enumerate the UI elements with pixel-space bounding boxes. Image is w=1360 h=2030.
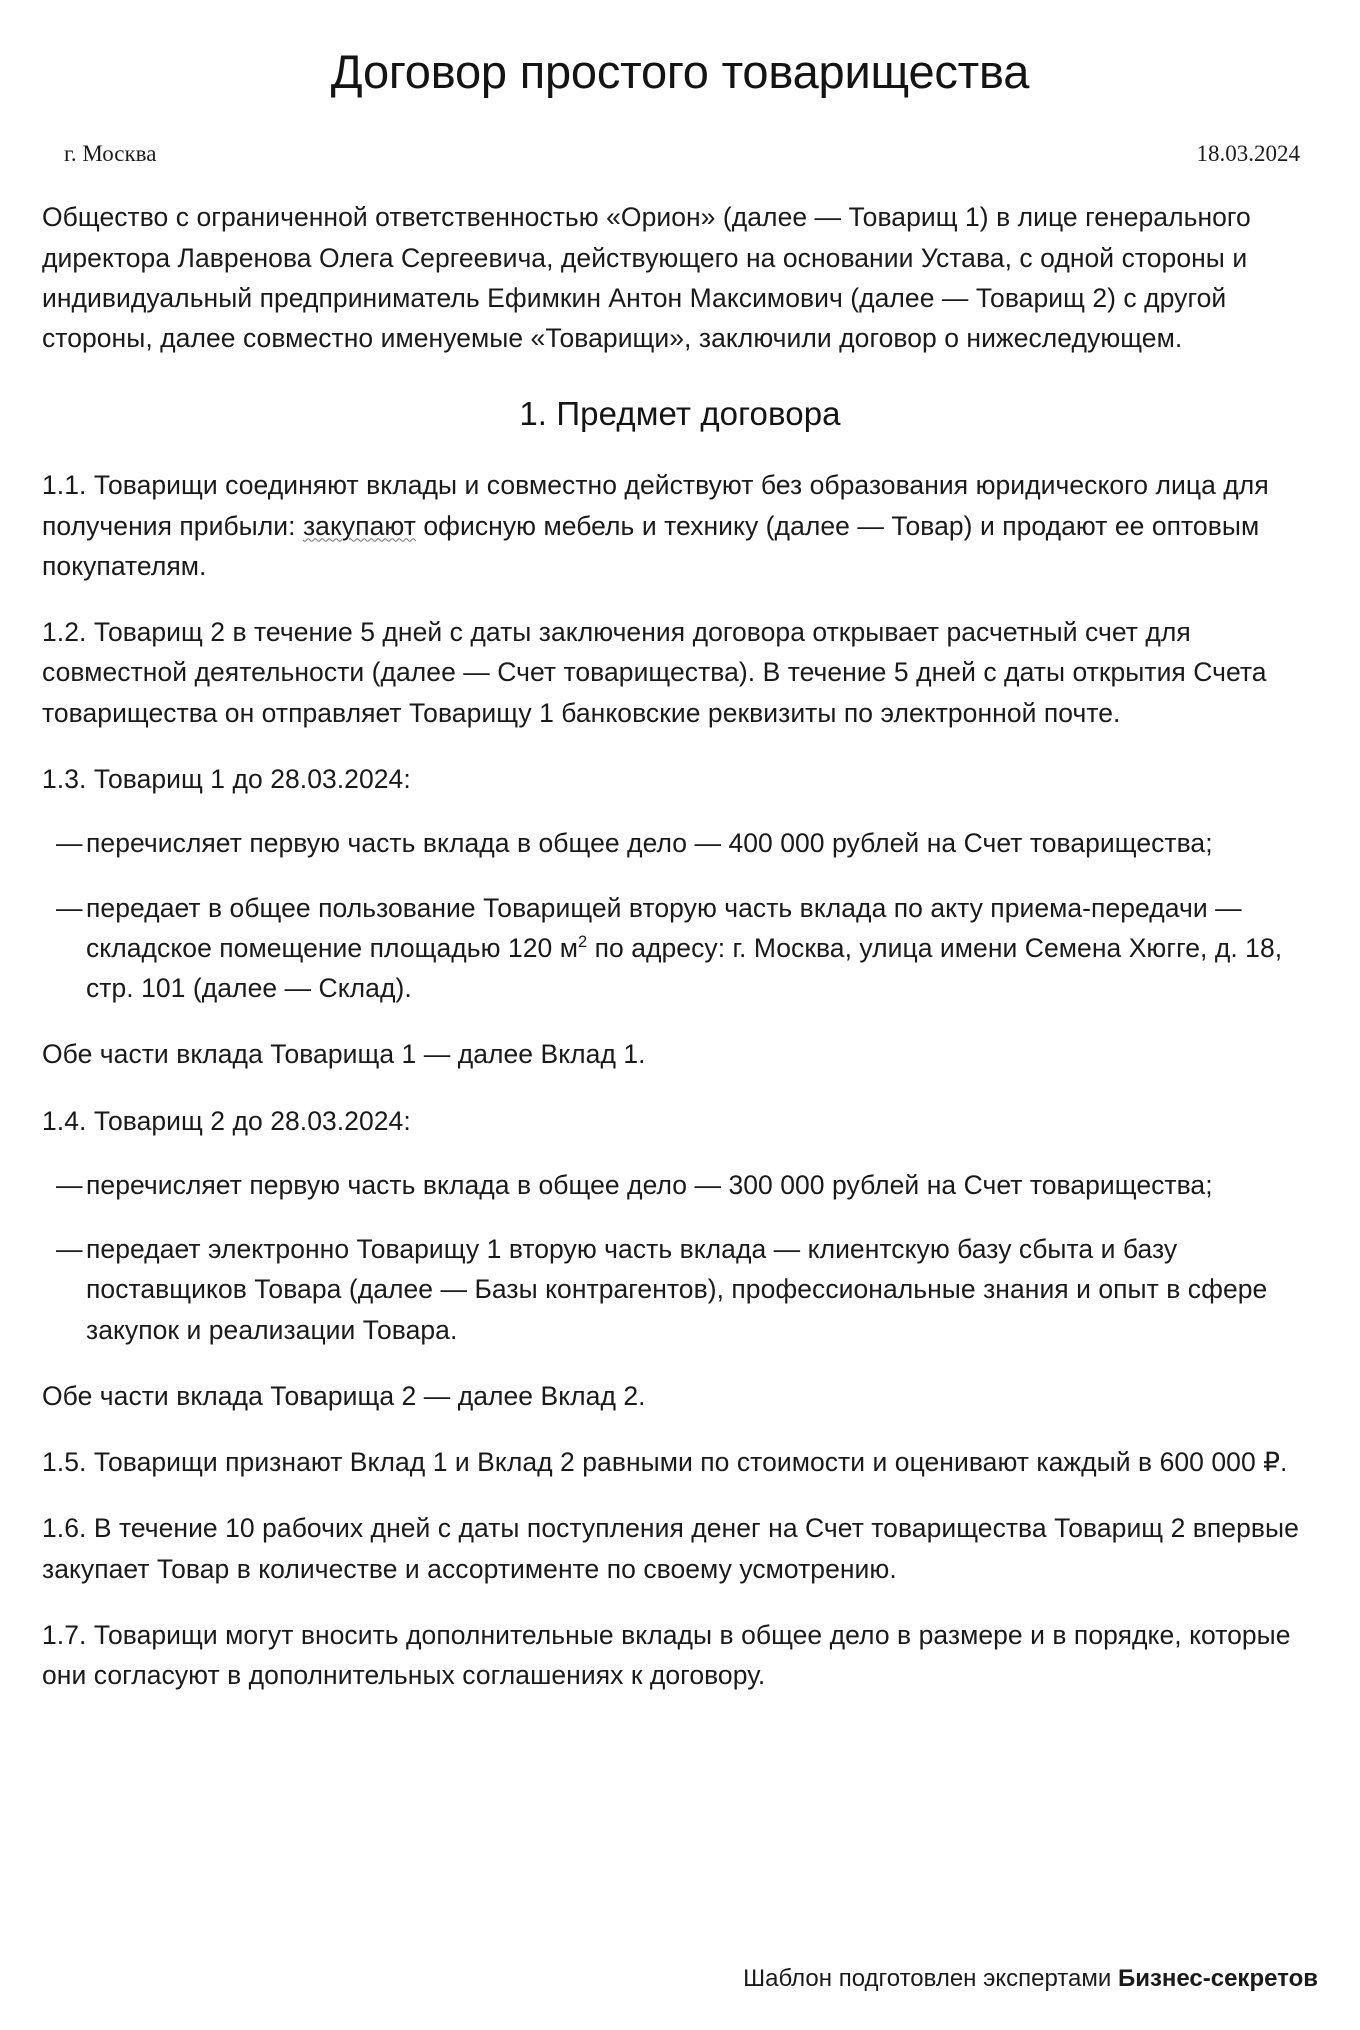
list-item [42,888,1318,1009]
clause-1-3-bullets [42,823,1318,1008]
square-meter-superscript: 2 [578,932,588,951]
list-item [42,1165,1318,1205]
dash-marker-icon: — [56,828,83,859]
document-meta-row [42,141,1318,167]
document-footer [743,1962,1318,1996]
clause-1-1 [42,465,1318,586]
page-title: Договор простого товарищества [330,45,1030,98]
list-item [42,823,1318,863]
list-item-text: перечисляет первую часть вклада в общее дело — 300 000 рублей на Счет товарищества; [86,1169,1213,1200]
clause-1-4-bullets [42,1165,1318,1350]
dash-marker-icon: — [56,892,83,923]
list-item [42,1229,1318,1350]
clause-1-1-tail: офисную мебель и технику (далее — Товар) и продают ее оптовым покупателям. [42,510,1260,581]
clause-1-3-lead: 1.3. Товарищ 1 до 28.03.2024: [42,764,411,794]
clause-1-3-list-wrap [42,823,1318,1008]
spellcheck-word: закупают [302,510,416,541]
dash-marker-icon: — [56,1169,83,1200]
footer-prefix: Шаблон подготовлен экспертами [743,1965,1118,1993]
preamble-paragraph: Общество с ограниченной ответственностью «Орион» (далее — Товарищ 1) в лице генерального директора Лавренова Олега Сергеевича, действующего на основании Устава, с одной стороны и индивидуальный предприниматель Ефимкин Антон Максимович (далее — Товарищ 2) с другой стороны, далее совместно именуемые «Товарищи», заключили договор о нижеследующем. [42,202,1251,354]
dash-marker-icon: — [56,1234,83,1265]
list-item-text: перечисляет первую часть вклада в общее дело — 400 000 рублей на Счет товарищества; [86,828,1213,859]
clause-1-1-lead: 1.1. Товарищи соединяют вклады и совместно действуют без образования юридического лица для получения прибыли: [42,470,1269,541]
document-body [42,197,1318,1695]
clause-1-4-list-wrap [42,1165,1318,1350]
list-item-text: передает в общее пользование Товарищей вторую часть вклада по акту приема-передачи — складское помещение площадью 120 $м^2$ по адресу: г. Москва, улица имени Семена Хюгге, д. 18, стр. 101 (далее — Склад). [86,892,1283,1004]
clause-1-2: 1.2. Товарищ 2 в течение 5 дней с даты заключения договора открывает расчетный счет для совместной деятельности (далее — Счет товарищества). В течение 5 дней с даты открытия Счета товарищества он отправляет Товарищу 1 банковские реквизиты по электронной почте. [42,617,1267,728]
clause-1-3-closing: Обе части вклада Товарища 1 — далее Вклад 1. [42,1039,646,1070]
clause-1-6: 1.6. В течение 10 рабочих дней с даты поступления денег на Счет товарищества Товарищ 2 впервые закупает Товар в количестве и ассортименте по своему усмотрению. [42,1513,1299,1584]
document-city: г. Москва [64,141,157,167]
clause-1-4-closing: Обе части вклада Товарища 2 — далее Вклад 2. [42,1380,646,1411]
list-item-text: передает электронно Товарищу 1 вторую часть вклада — клиентскую базу сбыта и базу поставщиков Товара (далее — Базы контрагентов), профессиональные знания и опыт в сфере закупок и реализации Товара. [86,1234,1268,1345]
clause-1-7: 1.7. Товарищи могут вносить дополнительные вклады в общее дело в размере и в порядке, которые они согласуют в дополнительных соглашениях к договору. [42,1619,1291,1691]
footer-brand: Бизнес-секретов [1117,1965,1318,1993]
clause-1-4-lead: 1.4. Товарищ 2 до 28.03.2024: [42,1105,411,1136]
document-date: 18.03.2024 [1196,141,1300,167]
clause-1-5: 1.5. Товарищи признают Вклад 1 и Вклад 2 равными по стоимости и оценивают каждый в 600 000 ₽. [42,1447,1288,1478]
section-heading-1: 1. Предмет договора [519,394,841,432]
